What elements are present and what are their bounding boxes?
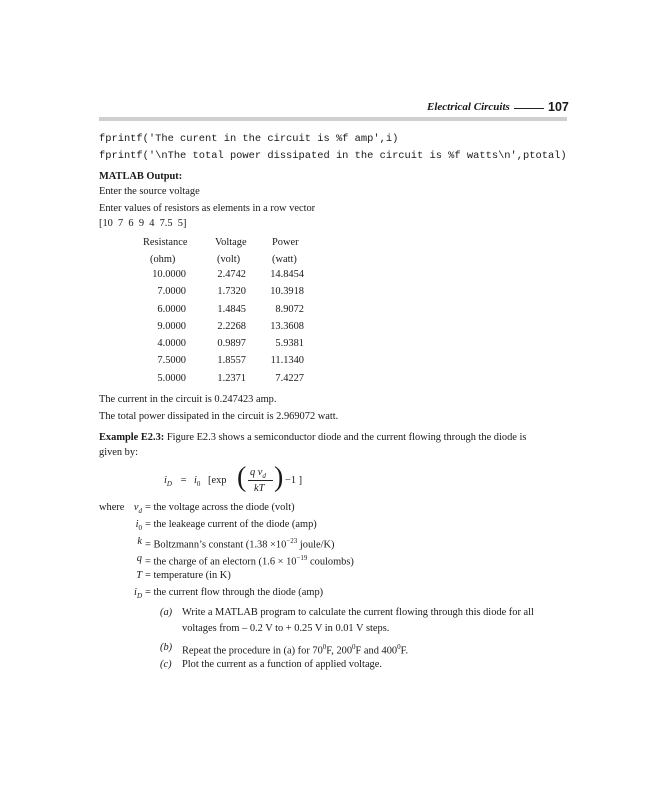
table-cell: 0.9897: [217, 338, 246, 349]
table-cell: 7.4227: [275, 373, 304, 384]
def-text: = temperature (in K): [145, 570, 231, 581]
equation-numerator: q $v_d$: [250, 467, 266, 481]
task-a-label: (a): [160, 607, 173, 618]
header-rule: [99, 117, 567, 121]
table-cell: 1.8557: [217, 355, 246, 366]
table-cell: 13.3608: [270, 321, 304, 332]
table-cell: 7.5000: [157, 355, 186, 366]
table-cell: 9.0000: [157, 321, 186, 332]
table-unit-ohm: (ohm): [150, 254, 176, 265]
task-a-line-2: voltages from – 0.2 V to + 0.25 V in 0.01 V steps.: [182, 623, 390, 634]
table-cell: 1.2371: [217, 373, 246, 384]
def-symbol: q: [136, 553, 142, 564]
def-symbol: T: [136, 570, 142, 581]
diode-equation: [164, 462, 314, 496]
equation-equals: =: [178, 475, 190, 486]
equation-exp: [exp: [208, 475, 227, 486]
table-cell: 2.2268: [217, 321, 246, 332]
def-symbol: $i_D$: [134, 587, 142, 601]
example-label: Example E2.3:: [99, 432, 165, 443]
table-cell: 14.8454: [270, 269, 304, 280]
task-b-text: Repeat the procedure in (a) for $70^0F$, $200^0F$ and $400^0F$.: [182, 643, 409, 657]
table-cell: 5.0000: [157, 373, 186, 384]
code-line-1: fprintf('The curent in the circuit is %f amp',i): [99, 133, 399, 145]
table-header-voltage: Voltage: [215, 237, 247, 248]
table-cell: 7.0000: [157, 286, 186, 297]
running-header-title: Electrical Circuits: [427, 101, 510, 113]
def-symbol: $i_0$: [135, 519, 142, 533]
def-text: = the voltage across the diode (volt): [145, 502, 295, 513]
prompt-voltage: Enter the source voltage: [99, 186, 200, 197]
table-cell: 2.4742: [217, 269, 246, 280]
where-word: where: [99, 502, 125, 513]
table-header-power: Power: [272, 237, 299, 248]
table-header-resistance: Resistance: [143, 237, 188, 248]
task-c-label: (c): [160, 659, 172, 670]
table-cell: 5.9381: [275, 338, 304, 349]
left-paren: (: [237, 462, 247, 493]
right-paren: ): [274, 462, 284, 493]
code-line-2: fprintf('\nThe total power dissipated in the circuit is %f watts\n',ptotal): [99, 150, 567, 162]
table-cell: 6.0000: [157, 304, 186, 315]
table-cell: 10.0000: [152, 269, 186, 280]
def-text: = the current flow through the diode (amp): [145, 587, 324, 598]
task-a-line-1: Write a MATLAB program to calculate the current flowing through this diode for all: [182, 607, 534, 618]
table-cell: 1.4845: [217, 304, 246, 315]
equation-lhs: $i_D$: [164, 475, 172, 489]
equation-denominator: kT: [254, 483, 265, 494]
current-result: The current in the circuit is 0.247423 amp.: [99, 394, 277, 405]
equation-tail: −1 ]: [285, 475, 303, 486]
table-unit-watt: (watt): [272, 254, 297, 265]
example-paragraph-line-2: given by:: [99, 447, 138, 458]
task-c-text: Plot the current as a function of applied voltage.: [182, 659, 382, 670]
matlab-output-heading: MATLAB Output:: [99, 171, 183, 182]
def-text: = the leakeage current of the diode (amp): [145, 519, 317, 530]
table-unit-volt: (volt): [217, 254, 241, 265]
table-cell: 8.9072: [275, 304, 304, 315]
example-paragraph-line-1: [99, 431, 526, 444]
example-text: Figure E2.3 shows a semiconductor diode and the current flowing through the diode is: [166, 432, 527, 443]
fraction-bar: [248, 480, 273, 481]
def-text: = Boltzmann’s constant ($1.38 \times 10^{-23}$ joule/K): [145, 537, 335, 551]
equation-i0: $i_0$: [194, 475, 201, 489]
input-vector: [10 7 6 9 4 7.5 5]: [99, 218, 187, 229]
def-text: = the charge of an electorn ($1.6 \times 10^{-19}$ coulombs): [145, 554, 354, 568]
power-result: The total power dissipated in the circuit is 2.969072 watt.: [99, 411, 339, 422]
header-dash: [514, 108, 544, 109]
table-cell: 10.3918: [270, 286, 304, 297]
page-number: 107: [548, 100, 569, 114]
def-symbol: k: [137, 536, 142, 547]
table-cell: 11.1340: [270, 355, 304, 366]
task-b-label: (b): [160, 642, 173, 653]
prompt-resistors: Enter values of resistors as elements in a row vector: [99, 203, 316, 214]
def-symbol: $v_d$: [133, 502, 142, 516]
table-cell: 1.7320: [217, 286, 246, 297]
table-cell: 4.0000: [157, 338, 186, 349]
